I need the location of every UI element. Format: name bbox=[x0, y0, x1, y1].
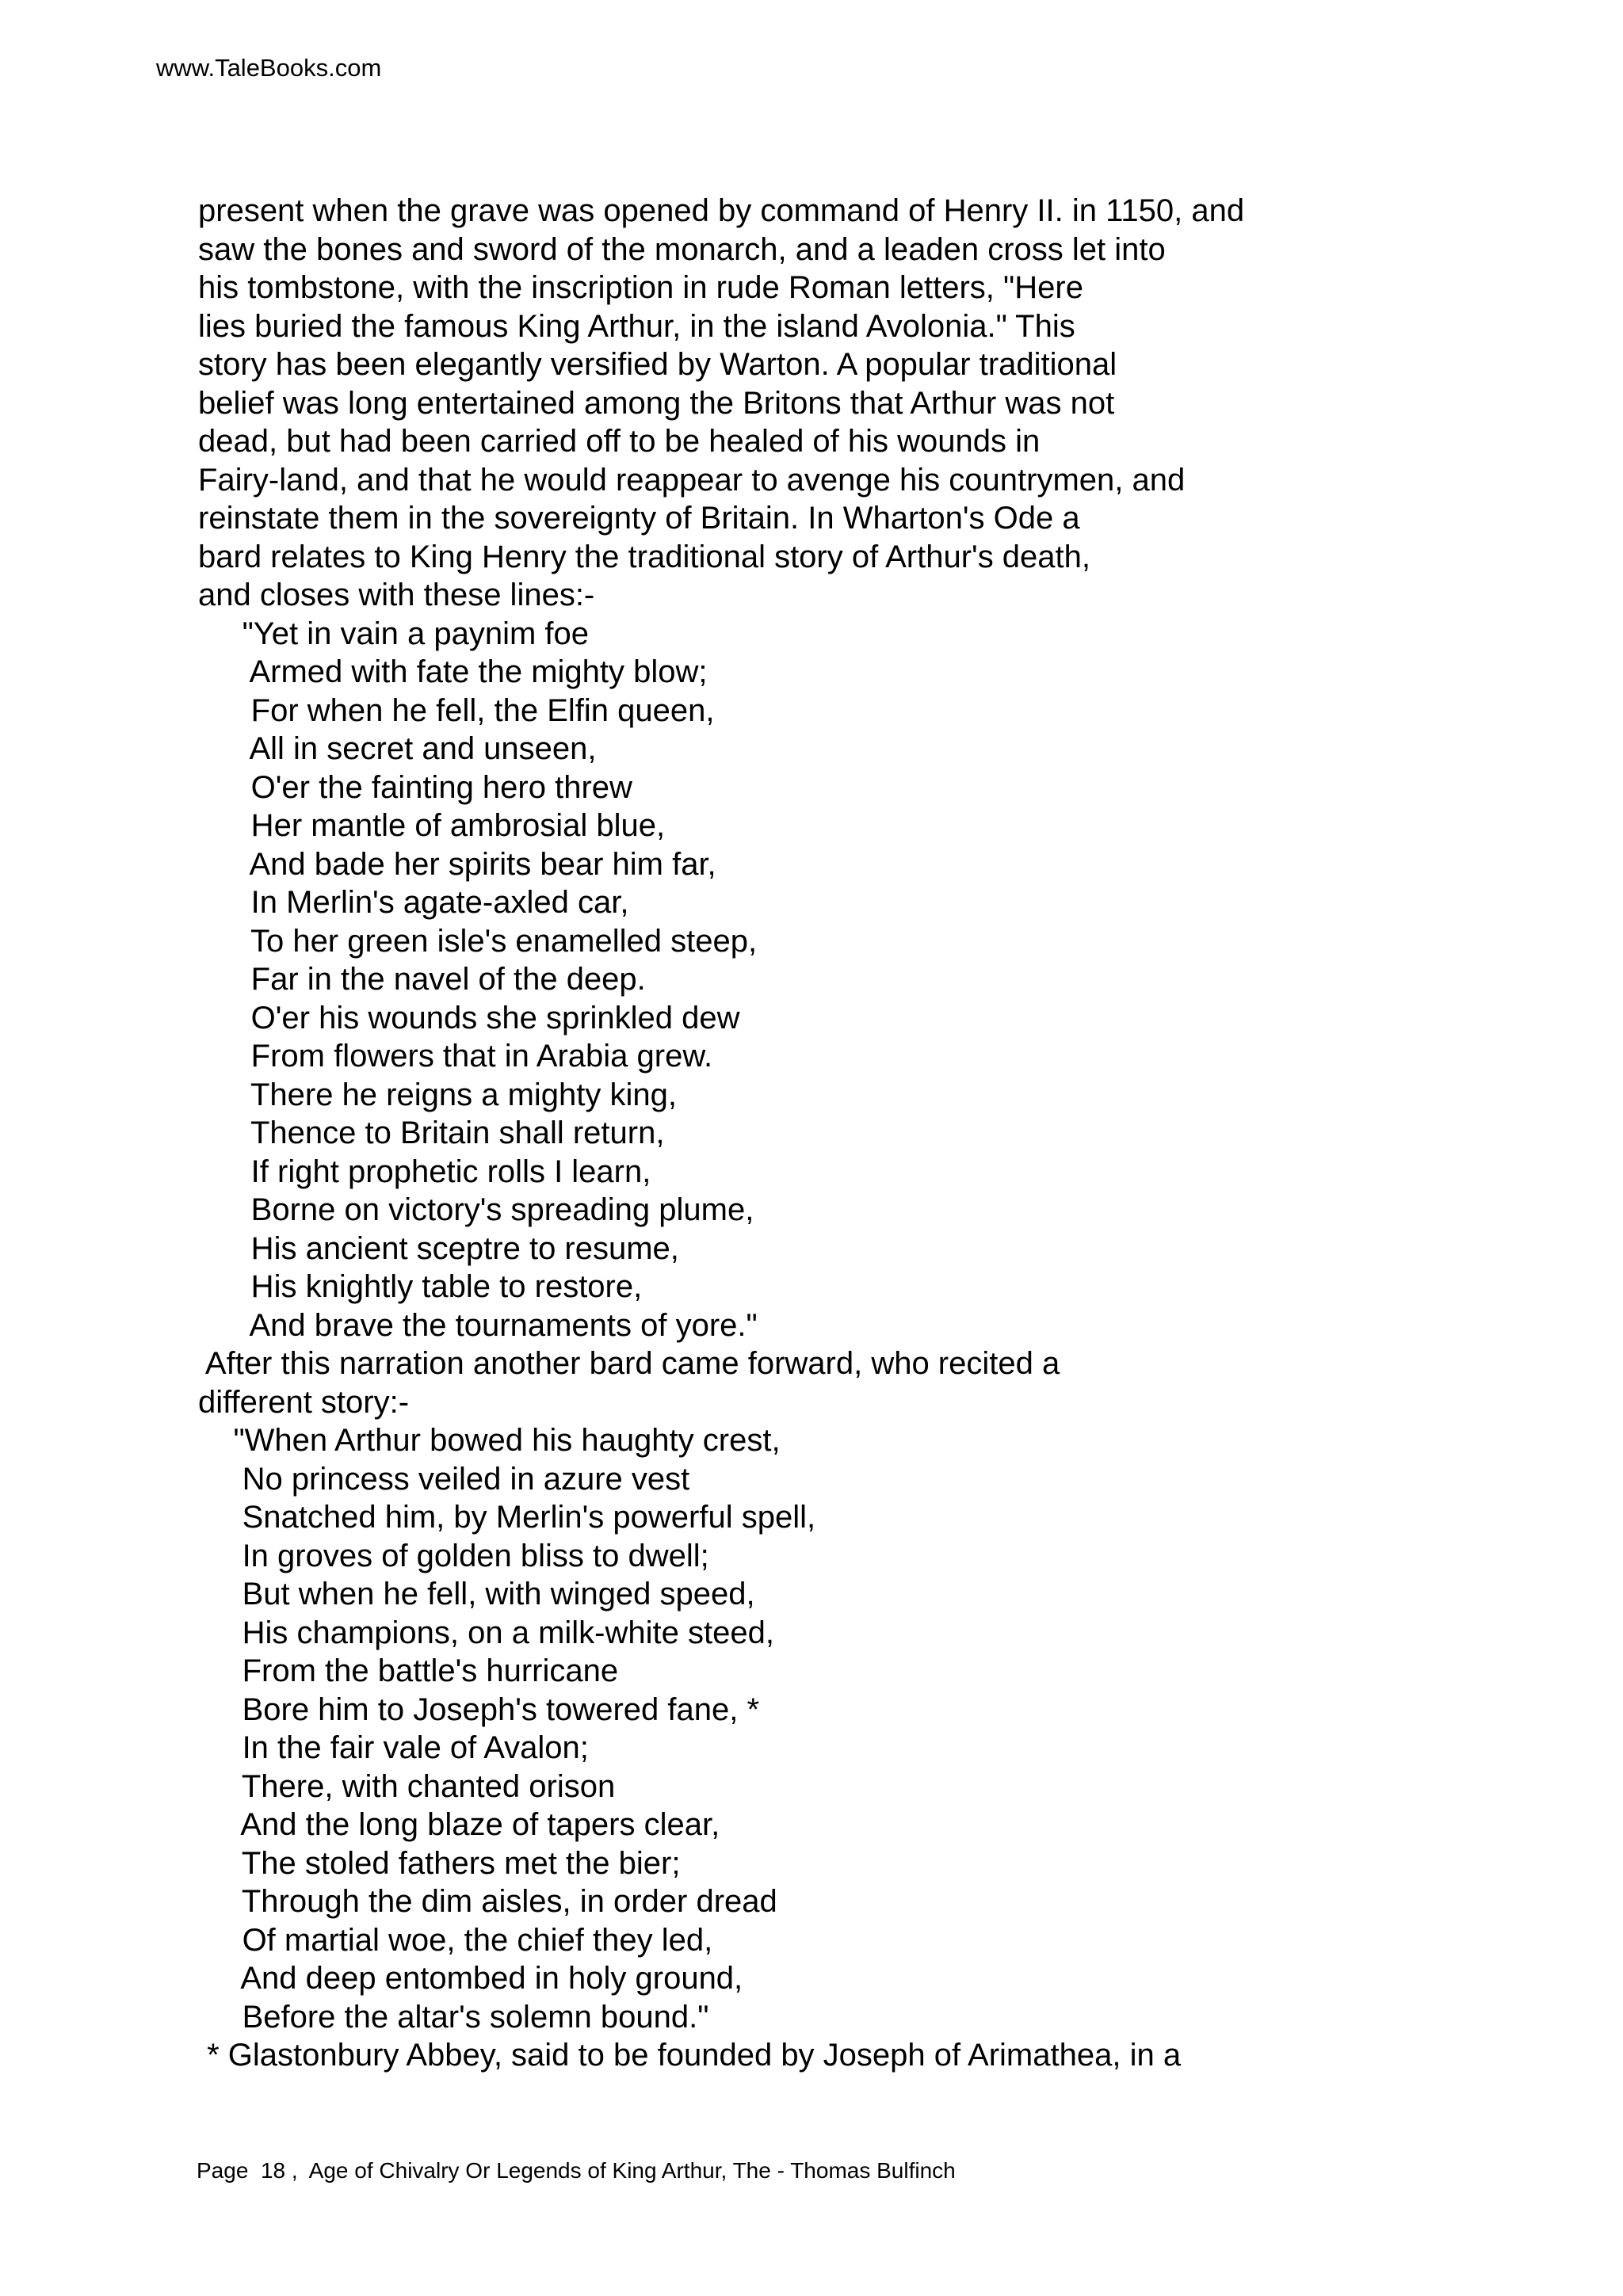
text-line: But when he fell, with winged speed, bbox=[198, 1577, 755, 1611]
text-line: From the battle's hurricane bbox=[198, 1653, 619, 1688]
text-line: To her green isle's enamelled steep, bbox=[198, 923, 758, 959]
text-line: From flowers that in Arabia grew. bbox=[198, 1039, 713, 1074]
text-line: O'er his wounds she sprinkled dew bbox=[198, 1000, 740, 1035]
text-line: Armed with fate the mighty blow; bbox=[198, 654, 708, 689]
text-line: All in secret and unseen, bbox=[198, 731, 597, 766]
text-line: "Yet in vain a paynim foe bbox=[198, 616, 590, 651]
text-line: reinstate them in the sovereignty of Britain. In Wharton's Ode a bbox=[198, 501, 1080, 536]
text-line: Of martial woe, the chief they led, bbox=[198, 1922, 713, 1958]
site-url: www.TaleBooks.com bbox=[156, 54, 382, 82]
text-line: And brave the tournaments of yore." bbox=[198, 1307, 758, 1343]
text-line: belief was long entertained among the Britons that Arthur was not bbox=[198, 385, 1115, 421]
text-line: And the long blaze of tapers clear, bbox=[198, 1807, 720, 1842]
text-line: Her mantle of ambrosial blue, bbox=[198, 808, 666, 843]
text-line: And bade her spirits bear him far, bbox=[198, 846, 716, 882]
text-line: His ancient sceptre to resume, bbox=[198, 1230, 679, 1266]
text-line: Snatched him, by Merlin's powerful spell, bbox=[198, 1500, 816, 1535]
text-line: For when he fell, the Elfin queen, bbox=[198, 692, 715, 728]
text-line: There, with chanted orison bbox=[198, 1768, 616, 1804]
text-line: In the fair vale of Avalon; bbox=[198, 1730, 589, 1765]
page-footer: Page 18 , Age of Chivalry Or Legends of King Arthur, The - Thomas Bulfinch bbox=[197, 2158, 956, 2183]
text-line: and closes with these lines:- bbox=[198, 578, 595, 612]
text-line: O'er the fainting hero threw bbox=[198, 769, 632, 805]
text-line: lies buried the famous King Arthur, in the island Avolonia." This bbox=[198, 308, 1075, 344]
text-line: Borne on victory's spreading plume, bbox=[198, 1192, 754, 1227]
text-line: His champions, on a milk-white steed, bbox=[198, 1615, 774, 1650]
text-line: "When Arthur bowed his haughty crest, bbox=[198, 1423, 781, 1458]
text-line: After this narration another bard came forward, who recited a bbox=[198, 1346, 1060, 1381]
text-line: his tombstone, with the inscription in rude Roman letters, "Here bbox=[198, 270, 1083, 305]
text-line: The stoled fathers met the bier; bbox=[198, 1845, 681, 1881]
text-line: story has been elegantly versified by Warton. A popular traditional bbox=[198, 347, 1117, 382]
text-line: different story:- bbox=[198, 1384, 410, 1420]
text-line: If right prophetic rolls I learn, bbox=[198, 1154, 651, 1189]
text-line: Far in the navel of the deep. bbox=[198, 962, 646, 997]
text-line: No princess veiled in azure vest bbox=[198, 1461, 690, 1497]
text-line: Before the altar's solemn bound." bbox=[198, 1999, 709, 2035]
text-line: Bore him to Joseph's towered fane, * bbox=[198, 1691, 760, 1727]
text-line: dead, but had been carried off to be healed of his wounds in bbox=[198, 424, 1041, 459]
page-body-text bbox=[198, 192, 1244, 2075]
text-line: There he reigns a mighty king, bbox=[198, 1077, 678, 1112]
text-line: * Glastonbury Abbey, said to be founded by Joseph of Arimathea, in a bbox=[198, 2038, 1182, 2073]
text-line: present when the grave was opened by command of Henry II. in 1150, and bbox=[198, 193, 1245, 228]
text-line: Through the dim aisles, in order dread bbox=[198, 1884, 777, 1919]
text-line: In Merlin's agate-axled car, bbox=[198, 885, 629, 920]
text-line: Thence to Britain shall return, bbox=[198, 1116, 665, 1150]
text-line: In groves of golden bliss to dwell; bbox=[198, 1538, 709, 1573]
text-line: His knightly table to restore, bbox=[198, 1269, 643, 1304]
text-line: bard relates to King Henry the traditional story of Arthur's death, bbox=[198, 539, 1091, 574]
text-line: And deep entombed in holy ground, bbox=[198, 1961, 743, 1996]
text-line: saw the bones and sword of the monarch, and a leaden cross let into bbox=[198, 231, 1166, 267]
text-line: Fairy-land, and that he would reappear to avenge his countrymen, and bbox=[198, 462, 1186, 498]
